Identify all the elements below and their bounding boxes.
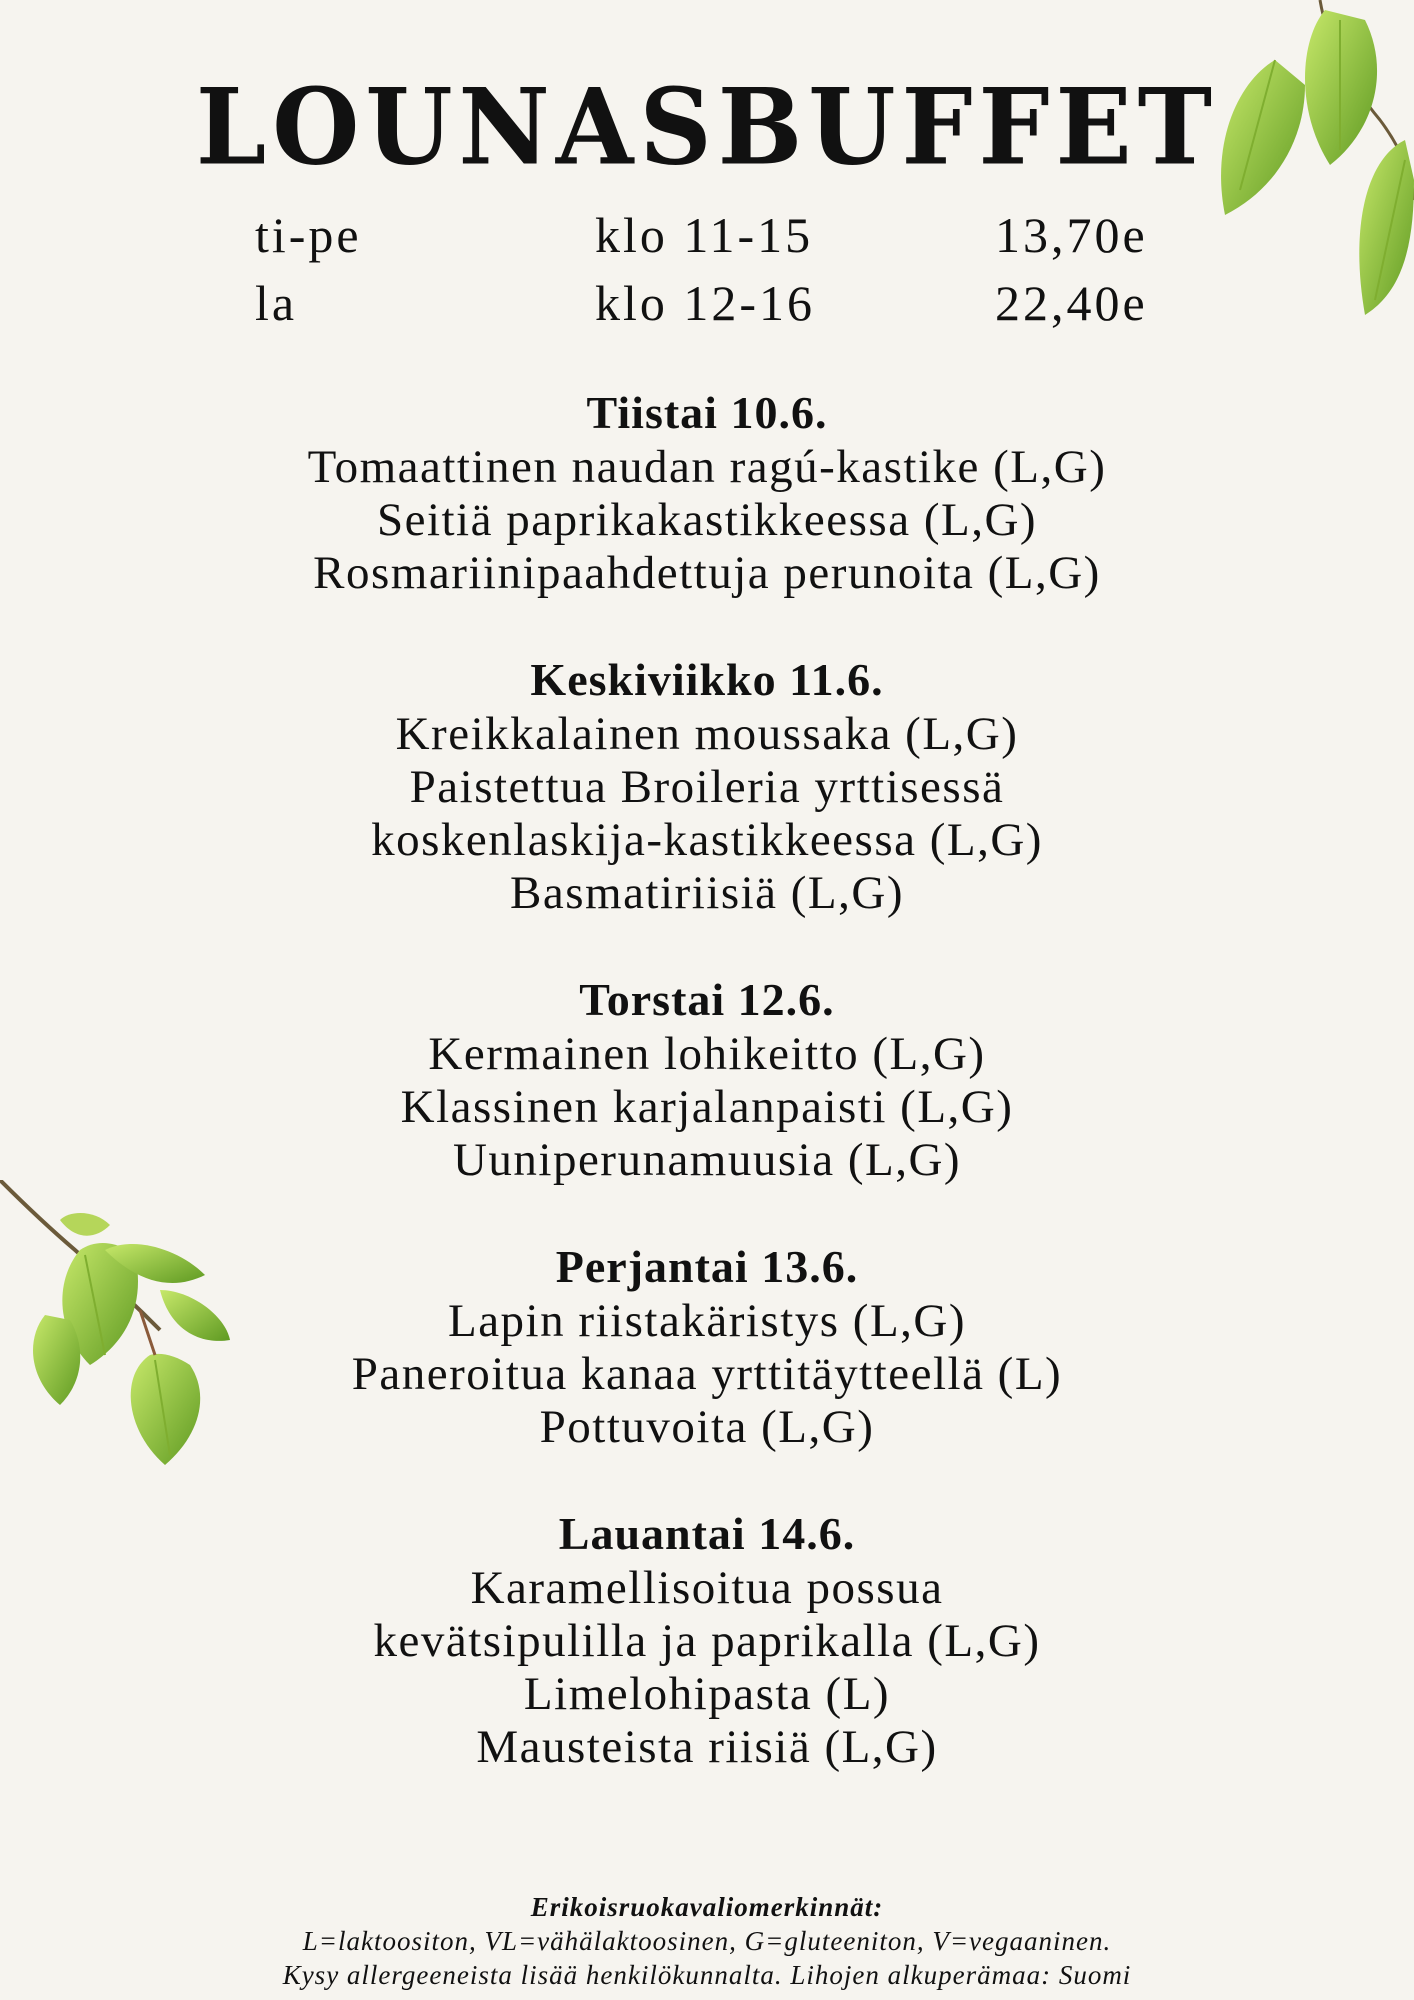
hours-row-weekdays [0,205,1414,265]
dish-item: Tomaattinen naudan ragú-kastike (L,G) [307,441,1107,493]
hours-price: 22,40e [995,275,1148,331]
day-heading: Perjantai 13.6. [555,1241,859,1292]
day-heading: Torstai 12.6. [579,974,835,1025]
hours-days: la [255,275,298,331]
hours-price: 13,70e [995,207,1148,263]
day-section-saturday [0,1506,1414,1774]
dish-item: Karamellisoitua possua [470,1562,944,1614]
dish-item: Seitiä paprikakastikkeessa (L,G) [376,494,1038,546]
day-section-wednesday [0,652,1414,920]
dish-item: kevätsipulilla ja paprikalla (L,G) [373,1615,1041,1667]
dish-item: Klassinen karjalanpaisti (L,G) [400,1081,1014,1133]
day-heading: Keskiviikko 11.6. [530,654,884,705]
page-title: LOUNASBUFFET [195,65,1219,189]
dish-item: Rosmariinipaahdettuja perunoita (L,G) [313,547,1101,599]
dish-item: Lapin riistakäristys (L,G) [447,1295,967,1347]
dish-item: Limelohipasta (L) [523,1668,891,1720]
diet-legend-codes: L=laktoositon, VL=vähälaktoosinen, G=gluteeniton, V=vegaaninen. [302,1926,1112,1956]
hours-row-saturday [0,273,1414,333]
day-section-tuesday [0,385,1414,600]
diet-legend-heading: Erikoisruokavaliomerkinnät: [530,1892,884,1922]
diet-legend [0,1890,1414,1992]
dish-item: Mausteista riisiä (L,G) [476,1721,938,1773]
dish-item: Uuniperunamuusia (L,G) [452,1134,962,1186]
day-heading: Tiistai 10.6. [586,387,828,438]
hours-time: klo 11-15 [595,207,814,263]
dish-item: Kreikkalainen moussaka (L,G) [395,708,1019,760]
day-section-thursday [0,972,1414,1187]
diet-legend-note: Kysy allergeeneista lisää henkilökunnalta. Lihojen alkuperämaa: Suomi [282,1960,1132,1990]
dish-item: Basmatiriisiä (L,G) [510,867,904,919]
dish-item: koskenlaskija-kastikkeessa (L,G) [371,814,1043,866]
dish-item: Paistettua Broileria yrttisessä [409,761,1005,813]
dish-item: Pottuvoita (L,G) [539,1401,875,1453]
hours-time: klo 12-16 [595,275,816,331]
day-section-friday [0,1239,1414,1454]
hours-days: ti-pe [255,207,362,263]
dish-item: Paneroitua kanaa yrttitäytteellä (L) [351,1348,1063,1400]
dish-item: Kermainen lohikeitto (L,G) [428,1028,986,1080]
day-heading: Lauantai 14.6. [558,1508,856,1559]
menu-list [0,385,1414,1826]
